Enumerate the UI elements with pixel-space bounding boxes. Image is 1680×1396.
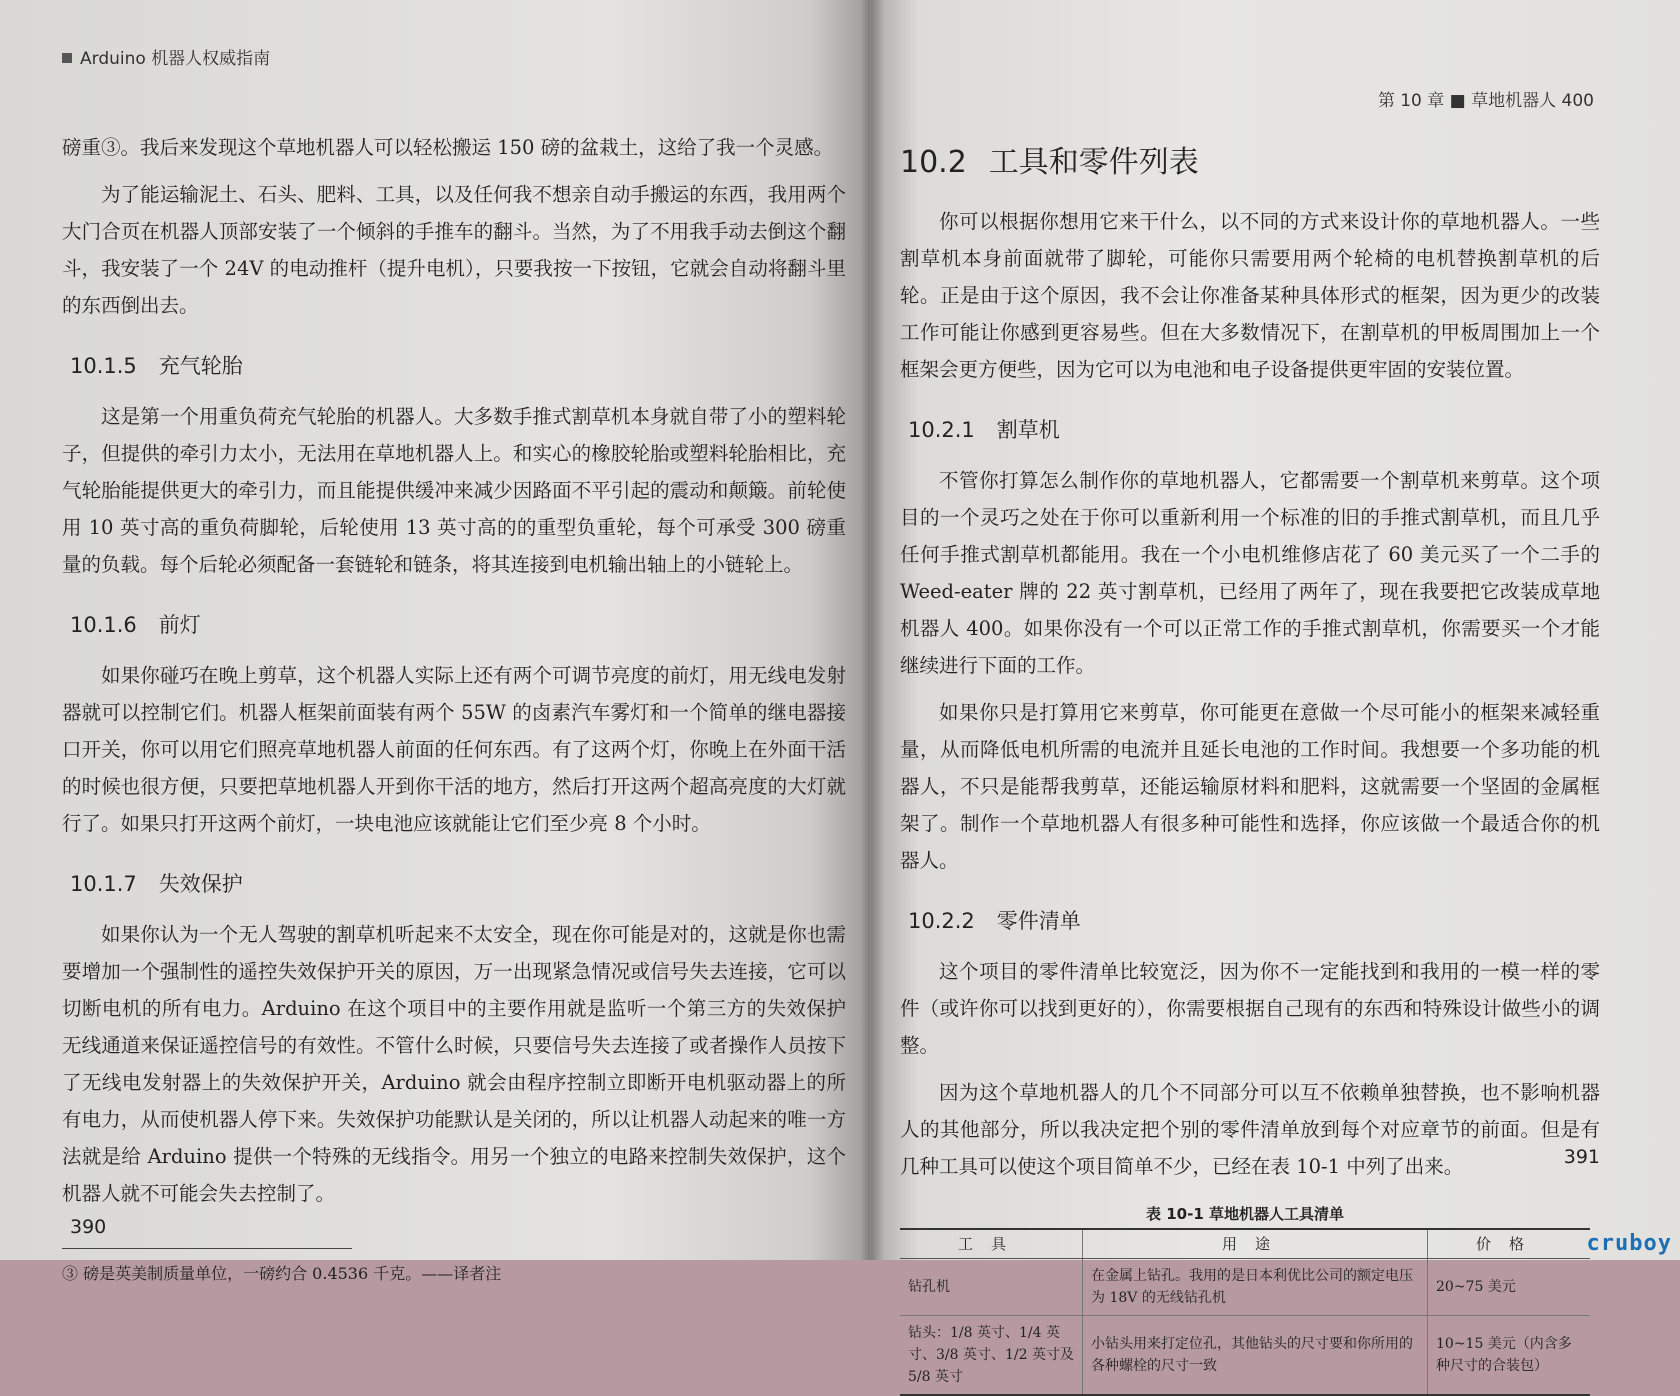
section-number: 10.2.2 (908, 909, 975, 933)
paragraph: 你可以根据你想用它来干什么，以不同的方式来设计你的草地机器人。一些割草机本身前面就带了脚轮，可能你只需要用两个轮椅的电机替换割草机的后轮。正是由于这个原因，我不会让你准备某种具体形式的框架，因为更少的改装工作可能让你感到更容易些。但在大多数情况下，在割草机的甲板周围加上一个框架会更方便些，因为它可以为电池和电子设备提供更牢固的安装位置。 (900, 210, 1600, 381)
paragraph: 如果你碰巧在晚上剪草，这个机器人实际上还有两个可调节亮度的前灯，用无线电发射器就可以控制它们。机器人框架前面装有两个 55W 的卤素汽车雾灯和一个简单的继电器接口开关，你可以用它们照亮草地机器人前面的任何东西。有了这两个灯，你晚上在外面干活的时候也很方便，只要把草地机器人开到你干活的地方，然后打开这两个超高亮度的大灯就行了。如果只打开这两个前灯，一块电池应该就能让它们至少亮 8 个小时。 (62, 664, 846, 835)
paragraph: 因为这个草地机器人的几个不同部分可以互不依赖单独替换，也不影响机器人的其他部分，所以我决定把个别的零件清单放到每个对应章节的前面。但是有几种工具可以使这个项目简单不少，已经在表 10-1 中列了出来。 (900, 1081, 1600, 1178)
table-cell: 在金属上钻孔。我用的是日本利优比公司的额定电压为 18V 的无线钻孔机 (1083, 1259, 1428, 1316)
left-running-head-text: Arduino 机器人权威指南 (80, 49, 271, 69)
paragraph: 如果你认为一个无人驾驶的割草机听起来不太安全，现在你可能是对的，这就是你也需要增加一个强制性的遥控失效保护开关的原因，万一出现紧急情况或信号失去连接，它可以切断电机的所有电力。Arduino 在这个项目中的主要作用就是监听一个第三方的失效保护无线通道来保证遥控信号的有效性。不管什么时候，只要信号失去连接了或者操作人员按下了无线电发射器上的失效保护开关，Arduino 就会由程序控制立即断开电机驱动器上的所有电力，从而使机器人停下来。失效保护功能默认是关闭的，所以让机器人动起来的唯一方法就是给 Arduino 提供一个特殊的无线指令。用另一个独立的电路来控制失效保护，这个机器人就不可能会失去控制了。 (62, 923, 846, 1205)
section-number: 10.2.1 (908, 418, 975, 442)
section-title: 失效保护 (158, 872, 243, 896)
paragraph: 为了能运输泥土、石头、肥料、工具，以及任何我不想亲自动手搬运的东西，我用两个大门合页在机器人顶部安装了一个倾斜的手推车的翻斗。当然，为了不用我手动去倒这个翻斗，我安装了一个 24V 的电动推杆（提升电机），只要我按一下按钮，它就会自动将翻斗里的东西倒出去。 (62, 183, 846, 317)
table-caption: 表 10-1 草地机器人工具清单 (1146, 1205, 1344, 1223)
table-header-row (900, 1229, 1590, 1259)
section-number: 10.1.6 (70, 613, 137, 637)
footnote-rule (62, 1248, 352, 1249)
section-number: 10.2 (900, 145, 967, 180)
section-heading-10-1-6 (70, 609, 846, 639)
page-number-right: 391 (1563, 1146, 1600, 1168)
right-running-head: 第 10 章 ■ 草地机器人 400 (1377, 91, 1594, 111)
paragraph: 如果你只是打算用它来剪草，你可能更在意做一个尽可能小的框架来减轻重量，从而降低电机所需的电流并且延长电池的工作时间。我想要一个多功能的机器人，不只是能帮我剪草，还能运输原材料和肥料，这就需要一个坚固的金属框架了。制作一个草地机器人有很多种可能性和选择，你应该做一个最适合你的机器人。 (900, 701, 1600, 872)
left-page (0, 0, 870, 1283)
section-heading-10-2-1 (908, 414, 1600, 444)
watermark-text: cruboy (1586, 1231, 1672, 1256)
section-title: 工具和零件列表 (988, 145, 1199, 180)
left-running-head (62, 44, 846, 69)
table-cell: 20~75 美元 (1428, 1259, 1591, 1316)
section-number: 10.1.5 (70, 354, 137, 378)
table-row (900, 1259, 1590, 1316)
table-cell: 钻头：1/8 英寸、1/4 英寸、3/8 英寸、1/2 英寸及 5/8 英寸 (900, 1316, 1083, 1396)
book-gutter (860, 0, 884, 1260)
table-header-usage: 用途 (1083, 1229, 1428, 1259)
paragraph: 不管你打算怎么制作你的草地机器人，它都需要一个割草机来剪草。这个项目的一个灵巧之处在于你可以重新利用一个标准的旧的手推式割草机，而且几乎任何手推式割草机都能用。我在一个小电机维修店花了 60 美元买了一个二手的 Weed-eater 牌的 22 英寸割草机，已经用了两年了，现在我要把它改装成草地机器人 400。如果你没有一个可以正常工作的手推式割草机，你需要买一个才能继续进行下面的工作。 (900, 469, 1600, 677)
section-title: 前灯 (158, 613, 201, 637)
section-title: 割草机 (996, 418, 1060, 442)
table-header-tool: 工具 (900, 1229, 1083, 1259)
section-heading-10-2 (900, 137, 1600, 181)
section-heading-10-2-2 (908, 905, 1600, 935)
tool-list-table (900, 1228, 1590, 1396)
table-header-price: 价格 (1428, 1229, 1591, 1259)
table-cell: 小钻头用来打定位孔，其他钻头的尺寸要和你所用的各种螺栓的尺寸一致 (1083, 1316, 1428, 1396)
table-cell: 10~15 美元（内含多种尺寸的合装包） (1428, 1316, 1591, 1396)
section-heading-10-1-5 (70, 350, 846, 380)
footnote: ③ 磅是英美制质量单位，一磅约合 0.4536 千克。——译者注 (62, 1264, 502, 1283)
paragraph: 磅重③。我后来发现这个草地机器人可以轻松搬运 150 磅的盆栽土，这给了我一个灵感。 (62, 136, 834, 159)
paragraph: 这是第一个用重负荷充气轮胎的机器人。大多数手推式割草机本身就自带了小的塑料轮子，但提供的牵引力太小，无法用在草地机器人上。和实心的橡胶轮胎或塑料轮胎相比，充气轮胎能提供更大的牵引力，而且能提供缓冲来减少因路面不平引起的震动和颠簸。前轮使用 10 英寸高的重负荷脚轮，后轮使用 13 英寸高的的重型负重轮，每个可承受 300 磅重量的负载。每个后轮必须配备一套链轮和链条，将其连接到电机输出轴上的小链轮上。 (62, 405, 846, 576)
paragraph: 这个项目的零件清单比较宽泛，因为你不一定能找到和我用的一模一样的零件（或许你可以找到更好的），你需要根据自己现有的东西和特殊设计做些小的调整。 (900, 960, 1600, 1057)
square-bullet-icon (62, 53, 72, 63)
section-title: 零件清单 (996, 909, 1081, 933)
table-cell: 钻孔机 (900, 1259, 1083, 1316)
table-row (900, 1316, 1590, 1396)
section-title: 充气轮胎 (158, 354, 243, 378)
section-heading-10-1-7 (70, 868, 846, 898)
right-page (870, 0, 1680, 1385)
section-number: 10.1.7 (70, 872, 137, 896)
page-number-left: 390 (70, 1216, 107, 1238)
